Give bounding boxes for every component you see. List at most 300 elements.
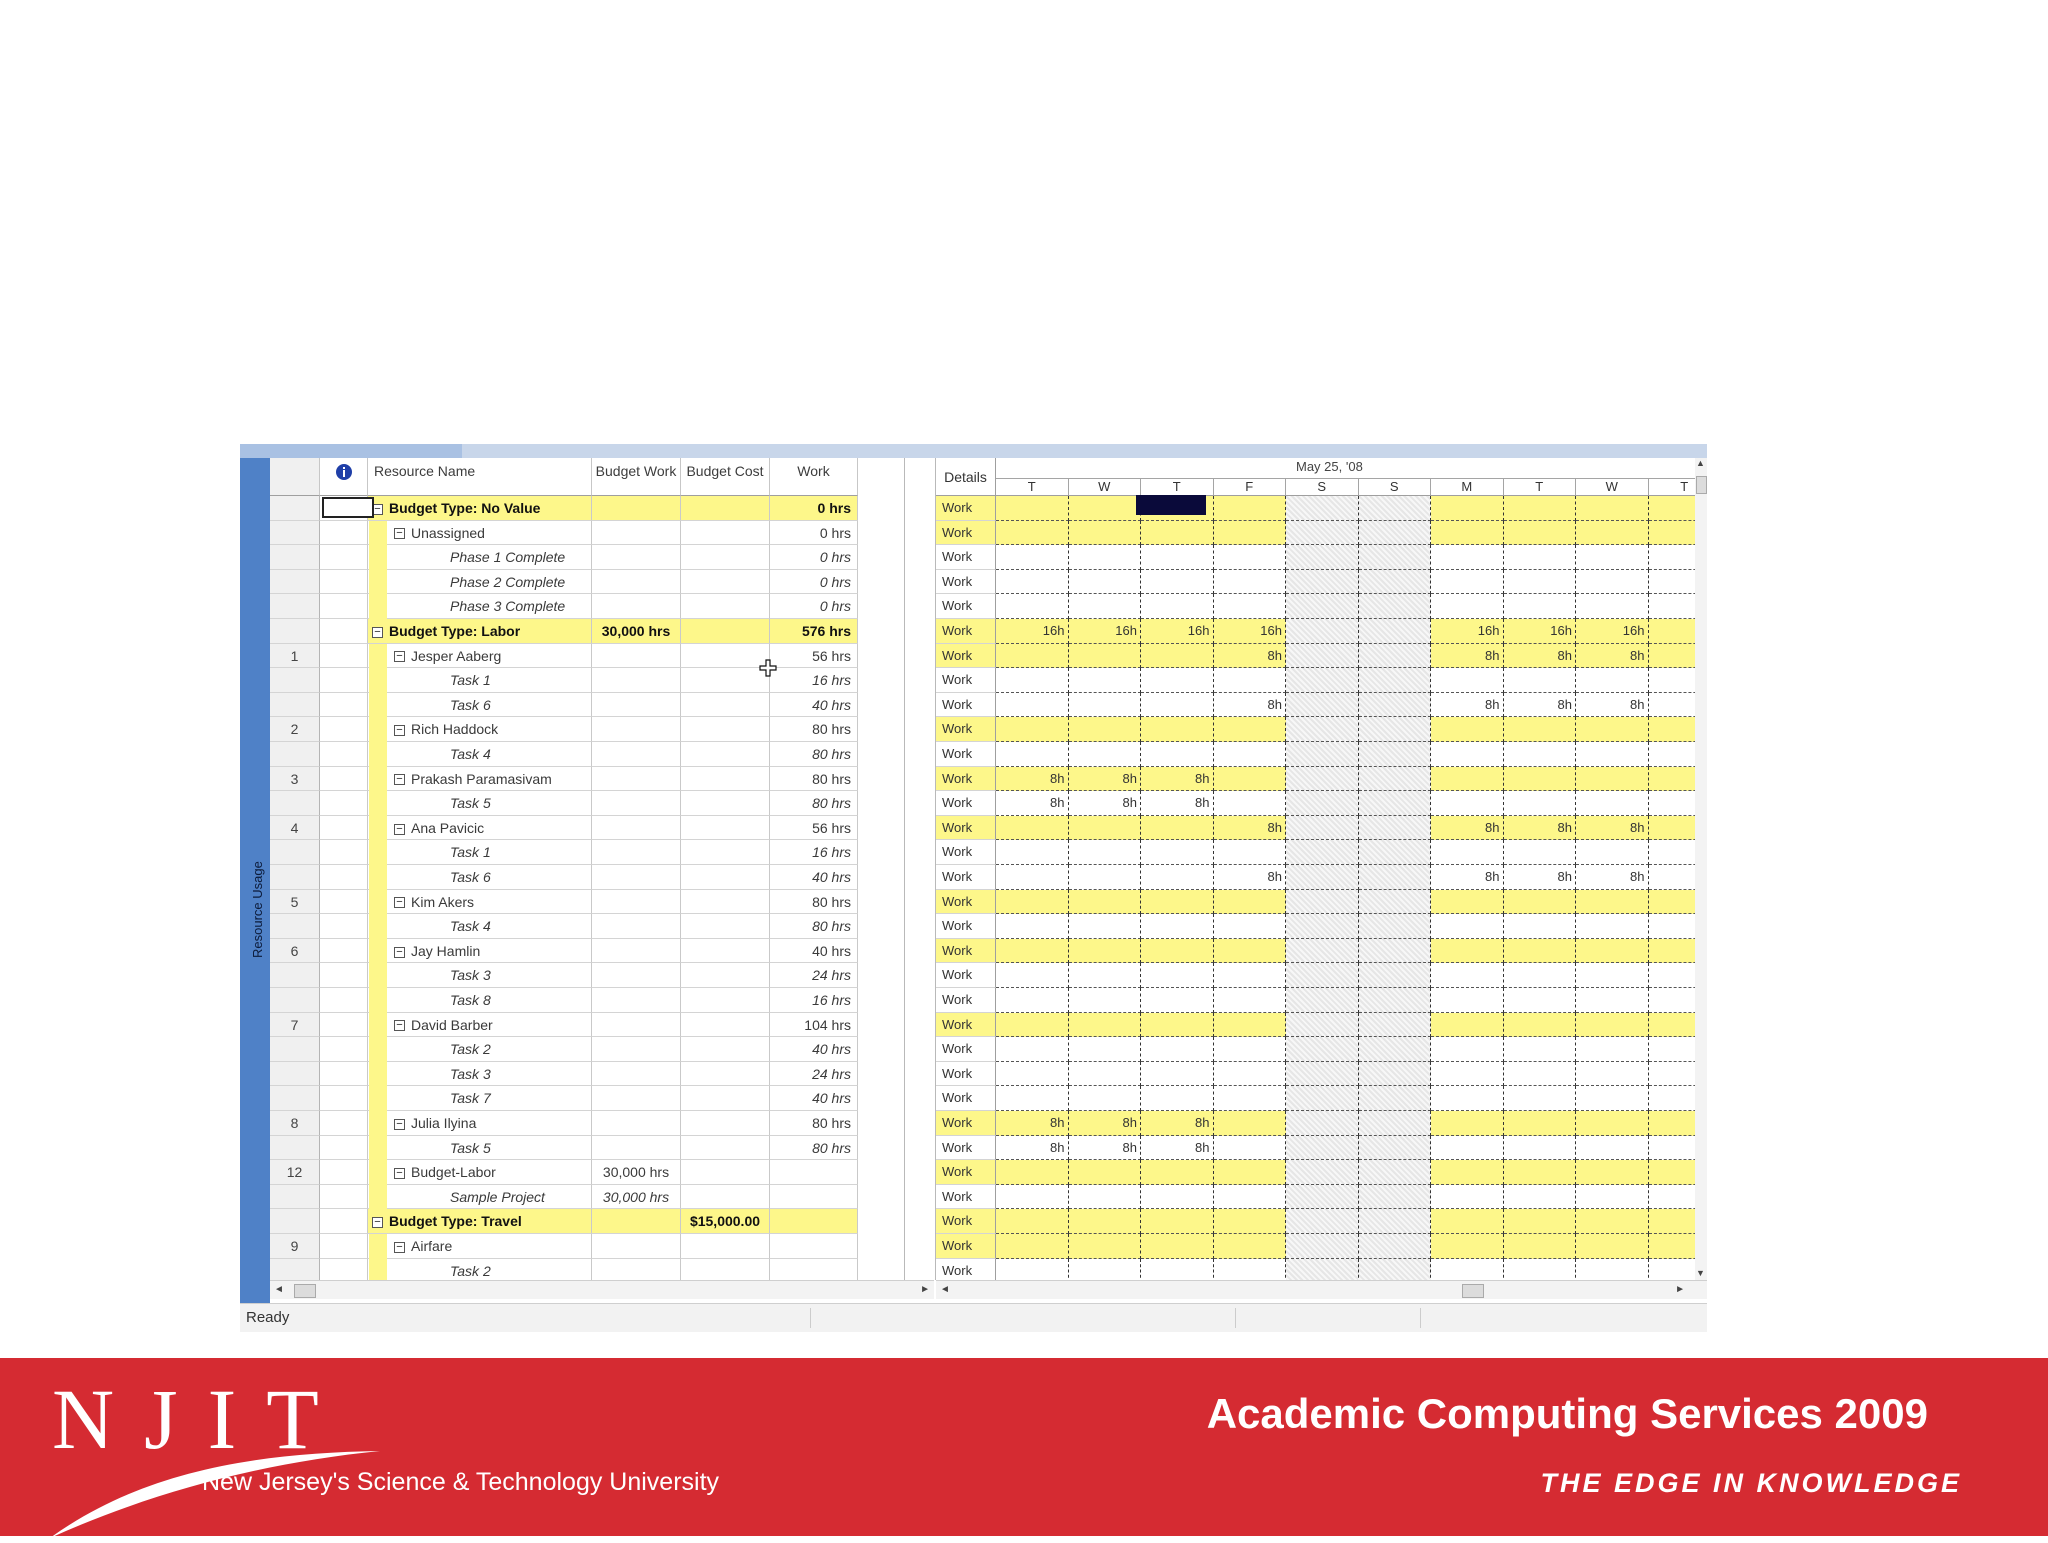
indicator-cell[interactable] xyxy=(320,1013,368,1038)
work-value-cell[interactable] xyxy=(1431,791,1504,816)
resource-name-cell[interactable] xyxy=(368,988,592,1013)
budget-work-cell[interactable]: 30,000 hrs xyxy=(592,1160,681,1185)
work-value-cell[interactable] xyxy=(1359,1136,1432,1161)
work-value-cell[interactable] xyxy=(1576,791,1649,816)
row-id-cell[interactable] xyxy=(270,594,320,619)
work-cell[interactable]: 0 hrs xyxy=(770,521,858,546)
work-cell[interactable]: 24 hrs xyxy=(770,963,858,988)
indicator-cell[interactable] xyxy=(320,791,368,816)
work-value-cell[interactable] xyxy=(1359,521,1432,546)
row-id-cell[interactable]: 3 xyxy=(270,767,320,792)
resource-name-cell[interactable] xyxy=(368,865,592,890)
work-value-cell[interactable]: 8h xyxy=(1431,644,1504,669)
indicator-cell[interactable] xyxy=(320,619,368,644)
resource-name-cell[interactable] xyxy=(368,742,592,767)
work-value-cell[interactable] xyxy=(1504,767,1577,792)
work-value-cell[interactable] xyxy=(1141,890,1214,915)
indicator-cell[interactable] xyxy=(320,1234,368,1259)
work-value-cell[interactable] xyxy=(1576,1013,1649,1038)
work-value-cell[interactable] xyxy=(1286,1086,1359,1111)
work-value-cell[interactable] xyxy=(1649,1234,1697,1259)
work-value-cell[interactable] xyxy=(1214,742,1287,767)
work-cell[interactable]: 80 hrs xyxy=(770,890,858,915)
details-header[interactable]: Details xyxy=(936,458,996,496)
resource-name-cell[interactable] xyxy=(368,496,592,521)
work-value-cell[interactable] xyxy=(1069,1234,1142,1259)
work-value-cell[interactable]: 16h xyxy=(1214,619,1287,644)
timescale-horizontal-scrollbar[interactable] xyxy=(936,1280,1707,1299)
day-header[interactable]: T xyxy=(1141,478,1214,496)
work-value-cell[interactable] xyxy=(1214,988,1287,1013)
assignment-row[interactable] xyxy=(270,545,904,570)
budget-work-cell[interactable] xyxy=(592,865,681,890)
work-value-cell[interactable] xyxy=(996,1037,1069,1062)
budget-cost-cell[interactable] xyxy=(681,1185,770,1210)
work-value-cell[interactable] xyxy=(1576,1086,1649,1111)
work-value-cell[interactable] xyxy=(1286,644,1359,669)
work-value-cell[interactable] xyxy=(1504,1160,1577,1185)
work-value-cell[interactable] xyxy=(1141,865,1214,890)
resource-name-cell[interactable] xyxy=(368,1111,592,1136)
row-id-cell[interactable] xyxy=(270,545,320,570)
assignment-row[interactable] xyxy=(270,1185,904,1210)
budget-work-cell[interactable] xyxy=(592,717,681,742)
work-value-cell[interactable] xyxy=(1359,693,1432,718)
resource-name-cell[interactable] xyxy=(368,570,592,595)
resource-name-cell[interactable] xyxy=(368,1086,592,1111)
row-id-cell[interactable] xyxy=(270,1259,320,1280)
work-value-cell[interactable] xyxy=(1431,570,1504,595)
work-cell[interactable]: 56 hrs xyxy=(770,816,858,841)
resource-name-cell[interactable] xyxy=(368,693,592,718)
row-id-cell[interactable]: 8 xyxy=(270,1111,320,1136)
work-value-cell[interactable] xyxy=(1069,1037,1142,1062)
work-value-cell[interactable] xyxy=(1141,545,1214,570)
work-value-cell[interactable] xyxy=(996,1062,1069,1087)
work-value-cell[interactable] xyxy=(1504,717,1577,742)
work-value-cell[interactable]: 8h xyxy=(1214,865,1287,890)
work-value-cell[interactable] xyxy=(1359,668,1432,693)
work-value-cell[interactable]: 16h xyxy=(1431,619,1504,644)
work-value-cell[interactable] xyxy=(1504,594,1577,619)
work-value-cell[interactable] xyxy=(1214,1013,1287,1038)
work-value-cell[interactable] xyxy=(1504,1234,1577,1259)
work-value-cell[interactable] xyxy=(1141,693,1214,718)
budget-work-cell[interactable] xyxy=(592,1136,681,1161)
budget-work-cell[interactable]: 30,000 hrs xyxy=(592,619,681,644)
view-bar[interactable] xyxy=(240,458,270,1303)
work-value-cell[interactable] xyxy=(1504,988,1577,1013)
resource-name-cell[interactable] xyxy=(368,816,592,841)
work-value-cell[interactable] xyxy=(1214,570,1287,595)
work-value-cell[interactable] xyxy=(1286,693,1359,718)
budget-work-cell[interactable] xyxy=(592,1259,681,1280)
assignment-row[interactable] xyxy=(270,963,904,988)
work-value-cell[interactable] xyxy=(1359,1086,1432,1111)
work-value-cell[interactable] xyxy=(1649,1136,1697,1161)
work-value-cell[interactable] xyxy=(1649,570,1697,595)
budget-work-cell[interactable] xyxy=(592,496,681,521)
work-value-cell[interactable] xyxy=(1069,594,1142,619)
work-value-cell[interactable] xyxy=(1576,840,1649,865)
assignment-row[interactable] xyxy=(270,668,904,693)
work-value-cell[interactable] xyxy=(1431,1086,1504,1111)
work-value-cell[interactable] xyxy=(1069,496,1142,521)
work-value-cell[interactable] xyxy=(1069,717,1142,742)
work-value-cell[interactable] xyxy=(1649,988,1697,1013)
collapse-toggle-icon[interactable]: − xyxy=(394,651,405,662)
work-cell[interactable]: 40 hrs xyxy=(770,1037,858,1062)
row-id-cell[interactable] xyxy=(270,496,320,521)
work-cell[interactable]: 16 hrs xyxy=(770,668,858,693)
work-value-cell[interactable] xyxy=(1576,545,1649,570)
work-value-cell[interactable] xyxy=(1069,1013,1142,1038)
resource-name-cell[interactable] xyxy=(368,1062,592,1087)
work-value-cell[interactable] xyxy=(1504,1136,1577,1161)
work-value-cell[interactable] xyxy=(1359,570,1432,595)
work-value-cell[interactable]: 8h xyxy=(1431,816,1504,841)
work-value-cell[interactable] xyxy=(1141,742,1214,767)
row-id-cell[interactable] xyxy=(270,840,320,865)
assignment-row[interactable] xyxy=(270,570,904,595)
work-value-cell[interactable] xyxy=(1141,963,1214,988)
budget-work-cell[interactable] xyxy=(592,1234,681,1259)
work-value-cell[interactable] xyxy=(1649,1062,1697,1087)
work-cell[interactable]: 16 hrs xyxy=(770,840,858,865)
work-value-cell[interactable] xyxy=(1141,644,1214,669)
work-value-cell[interactable] xyxy=(1359,496,1432,521)
budget-cost-cell[interactable] xyxy=(681,1160,770,1185)
resource-row[interactable] xyxy=(270,1160,904,1185)
work-value-cell[interactable] xyxy=(1431,963,1504,988)
indicator-cell[interactable] xyxy=(320,644,368,669)
budget-cost-cell[interactable] xyxy=(681,1013,770,1038)
work-value-cell[interactable]: 8h xyxy=(1141,1111,1214,1136)
budget-work-cell[interactable] xyxy=(592,939,681,964)
work-value-cell[interactable] xyxy=(1649,1037,1697,1062)
assignment-row[interactable] xyxy=(270,914,904,939)
indicator-cell[interactable] xyxy=(320,1037,368,1062)
scroll-left-icon[interactable]: ◄ xyxy=(274,1284,284,1295)
work-value-cell[interactable] xyxy=(1504,570,1577,595)
group-row[interactable] xyxy=(270,1209,904,1234)
budget-cost-cell[interactable] xyxy=(681,939,770,964)
work-value-cell[interactable] xyxy=(1359,1259,1432,1280)
work-cell[interactable]: 40 hrs xyxy=(770,693,858,718)
row-id-cell[interactable] xyxy=(270,1086,320,1111)
assignment-row[interactable] xyxy=(270,988,904,1013)
work-value-cell[interactable] xyxy=(1504,1185,1577,1210)
work-value-cell[interactable] xyxy=(1141,1259,1214,1280)
work-value-cell[interactable]: 8h xyxy=(1504,816,1577,841)
row-id-cell[interactable] xyxy=(270,693,320,718)
indicator-cell[interactable] xyxy=(320,840,368,865)
day-header[interactable]: W xyxy=(1069,478,1142,496)
work-value-cell[interactable] xyxy=(1141,1209,1214,1234)
row-id-cell[interactable] xyxy=(270,1209,320,1234)
work-value-cell[interactable] xyxy=(996,890,1069,915)
row-id-cell[interactable] xyxy=(270,963,320,988)
row-id-cell[interactable]: 9 xyxy=(270,1234,320,1259)
work-value-cell[interactable] xyxy=(1431,914,1504,939)
work-value-cell[interactable] xyxy=(1141,816,1214,841)
work-value-cell[interactable] xyxy=(1649,1185,1697,1210)
work-value-cell[interactable] xyxy=(1069,570,1142,595)
work-value-cell[interactable]: 8h xyxy=(1214,644,1287,669)
work-value-cell[interactable] xyxy=(1141,1185,1214,1210)
work-value-cell[interactable]: 16h xyxy=(1141,619,1214,644)
work-value-cell[interactable] xyxy=(1431,521,1504,546)
work-value-cell[interactable] xyxy=(1431,742,1504,767)
work-value-cell[interactable] xyxy=(1286,570,1359,595)
work-value-cell[interactable]: 8h xyxy=(1214,693,1287,718)
budget-work-cell[interactable] xyxy=(592,1013,681,1038)
budget-cost-cell[interactable] xyxy=(681,570,770,595)
work-value-cell[interactable] xyxy=(1576,939,1649,964)
work-value-cell[interactable] xyxy=(1359,840,1432,865)
work-value-cell[interactable] xyxy=(996,1185,1069,1210)
budget-work-cell[interactable] xyxy=(592,914,681,939)
work-cell[interactable] xyxy=(770,1234,858,1259)
work-value-cell[interactable] xyxy=(1359,1013,1432,1038)
budget-work-cell[interactable]: 30,000 hrs xyxy=(592,1185,681,1210)
work-value-cell[interactable] xyxy=(1214,668,1287,693)
budget-work-cell[interactable] xyxy=(592,668,681,693)
work-value-cell[interactable] xyxy=(1359,939,1432,964)
budget-work-cell[interactable] xyxy=(592,570,681,595)
resource-name-cell[interactable] xyxy=(368,1160,592,1185)
indicator-cell[interactable] xyxy=(320,767,368,792)
work-value-cell[interactable] xyxy=(1576,1111,1649,1136)
indicator-cell[interactable] xyxy=(320,521,368,546)
work-value-cell[interactable] xyxy=(1214,791,1287,816)
budget-cost-cell[interactable] xyxy=(681,1086,770,1111)
work-value-cell[interactable] xyxy=(1576,914,1649,939)
work-value-cell[interactable] xyxy=(1214,521,1287,546)
work-value-cell[interactable] xyxy=(996,644,1069,669)
work-value-cell[interactable] xyxy=(1214,939,1287,964)
budget-work-cell[interactable] xyxy=(592,1037,681,1062)
work-value-cell[interactable] xyxy=(1649,865,1697,890)
budget-work-cell[interactable] xyxy=(592,963,681,988)
work-value-cell[interactable] xyxy=(1286,1160,1359,1185)
group-row[interactable] xyxy=(270,619,904,644)
work-value-cell[interactable] xyxy=(1576,1136,1649,1161)
work-value-cell[interactable] xyxy=(1286,521,1359,546)
work-value-cell[interactable] xyxy=(1069,693,1142,718)
work-value-cell[interactable] xyxy=(1359,545,1432,570)
resource-name-cell[interactable] xyxy=(368,767,592,792)
resource-name-cell[interactable] xyxy=(368,939,592,964)
work-value-cell[interactable] xyxy=(1214,1062,1287,1087)
work-value-cell[interactable] xyxy=(1359,1111,1432,1136)
budget-work-cell[interactable] xyxy=(592,890,681,915)
work-value-cell[interactable] xyxy=(996,865,1069,890)
work-value-cell[interactable] xyxy=(1069,545,1142,570)
work-value-cell[interactable] xyxy=(1069,644,1142,669)
work-value-cell[interactable] xyxy=(1286,717,1359,742)
budget-cost-cell[interactable]: $15,000.00 xyxy=(681,1209,770,1234)
indicator-cell[interactable] xyxy=(320,1136,368,1161)
indicator-cell[interactable] xyxy=(320,963,368,988)
resource-name-cell[interactable] xyxy=(368,619,592,644)
work-value-cell[interactable] xyxy=(1069,865,1142,890)
resource-row[interactable] xyxy=(270,1013,904,1038)
row-id-cell[interactable]: 2 xyxy=(270,717,320,742)
work-cell[interactable]: 80 hrs xyxy=(770,1111,858,1136)
day-header[interactable]: S xyxy=(1359,478,1432,496)
indicator-cell[interactable] xyxy=(320,1160,368,1185)
work-value-cell[interactable] xyxy=(1504,890,1577,915)
assignment-row[interactable] xyxy=(270,693,904,718)
collapse-toggle-icon[interactable]: − xyxy=(394,947,405,958)
resource-name-cell[interactable] xyxy=(368,1136,592,1161)
work-value-cell[interactable] xyxy=(1649,1111,1697,1136)
work-value-cell[interactable] xyxy=(1359,594,1432,619)
row-id-cell[interactable] xyxy=(270,742,320,767)
work-value-cell[interactable] xyxy=(1069,840,1142,865)
vertical-scroll-thumb[interactable] xyxy=(1696,476,1707,494)
work-value-cell[interactable] xyxy=(1431,717,1504,742)
work-value-cell[interactable] xyxy=(1359,619,1432,644)
indicator-cell[interactable] xyxy=(320,988,368,1013)
indicator-cell[interactable] xyxy=(320,594,368,619)
work-value-cell[interactable]: 8h xyxy=(996,1136,1069,1161)
work-value-cell[interactable] xyxy=(1141,594,1214,619)
budget-cost-cell[interactable] xyxy=(681,1062,770,1087)
work-value-cell[interactable] xyxy=(1286,914,1359,939)
work-value-cell[interactable] xyxy=(1359,816,1432,841)
work-value-cell[interactable] xyxy=(1286,865,1359,890)
work-value-cell[interactable] xyxy=(1431,545,1504,570)
resource-row[interactable] xyxy=(270,939,904,964)
work-value-cell[interactable] xyxy=(1069,939,1142,964)
work-value-cell[interactable] xyxy=(1286,939,1359,964)
work-value-cell[interactable] xyxy=(996,963,1069,988)
budget-cost-cell[interactable] xyxy=(681,693,770,718)
work-value-cell[interactable] xyxy=(1576,521,1649,546)
work-value-cell[interactable] xyxy=(1431,496,1504,521)
scroll-up-icon[interactable]: ▲ xyxy=(1696,458,1705,468)
work-value-cell[interactable]: 8h xyxy=(1431,865,1504,890)
work-value-cell[interactable] xyxy=(996,742,1069,767)
work-value-cell[interactable] xyxy=(1359,1062,1432,1087)
resource-name-cell[interactable] xyxy=(368,963,592,988)
budget-cost-cell[interactable] xyxy=(681,1234,770,1259)
work-cell[interactable] xyxy=(770,1209,858,1234)
indicator-cell[interactable] xyxy=(320,890,368,915)
table-horizontal-scrollbar[interactable] xyxy=(270,1280,934,1299)
work-cell[interactable]: 80 hrs xyxy=(770,914,858,939)
work-value-cell[interactable] xyxy=(1069,1209,1142,1234)
budget-cost-cell[interactable] xyxy=(681,816,770,841)
resource-row[interactable] xyxy=(270,890,904,915)
work-value-cell[interactable] xyxy=(1649,742,1697,767)
row-id-cell[interactable] xyxy=(270,865,320,890)
work-value-cell[interactable] xyxy=(1649,594,1697,619)
work-value-cell[interactable] xyxy=(996,545,1069,570)
work-cell[interactable]: 0 hrs xyxy=(770,545,858,570)
budget-cost-header[interactable]: Budget Cost xyxy=(681,458,770,496)
indicator-cell[interactable] xyxy=(320,865,368,890)
work-value-cell[interactable] xyxy=(1576,594,1649,619)
work-value-cell[interactable]: 8h xyxy=(1141,791,1214,816)
budget-work-cell[interactable] xyxy=(592,1209,681,1234)
work-value-cell[interactable] xyxy=(996,570,1069,595)
resource-name-cell[interactable] xyxy=(368,890,592,915)
work-value-cell[interactable] xyxy=(1649,767,1697,792)
work-value-cell[interactable] xyxy=(1214,1086,1287,1111)
work-value-cell[interactable] xyxy=(1576,1160,1649,1185)
resource-name-cell[interactable] xyxy=(368,791,592,816)
work-cell[interactable] xyxy=(770,1185,858,1210)
work-cell[interactable]: 0 hrs xyxy=(770,570,858,595)
work-value-cell[interactable] xyxy=(1286,742,1359,767)
resource-row[interactable] xyxy=(270,816,904,841)
budget-cost-cell[interactable] xyxy=(681,890,770,915)
indicator-cell[interactable] xyxy=(320,1185,368,1210)
work-cell[interactable]: 80 hrs xyxy=(770,717,858,742)
work-value-cell[interactable] xyxy=(996,914,1069,939)
row-id-cell[interactable]: 6 xyxy=(270,939,320,964)
work-value-cell[interactable] xyxy=(1069,914,1142,939)
indicator-cell[interactable] xyxy=(320,1062,368,1087)
indicator-cell[interactable] xyxy=(320,939,368,964)
work-value-cell[interactable]: 8h xyxy=(1069,1111,1142,1136)
budget-cost-cell[interactable] xyxy=(681,1111,770,1136)
resource-name-cell[interactable] xyxy=(368,668,592,693)
work-value-cell[interactable] xyxy=(1649,1086,1697,1111)
work-value-cell[interactable] xyxy=(1069,963,1142,988)
work-value-cell[interactable] xyxy=(1431,1136,1504,1161)
indicator-cell[interactable] xyxy=(320,668,368,693)
work-value-cell[interactable] xyxy=(1359,1160,1432,1185)
collapse-toggle-icon[interactable]: − xyxy=(394,1168,405,1179)
work-value-cell[interactable] xyxy=(1649,521,1697,546)
work-value-cell[interactable] xyxy=(1576,668,1649,693)
assignment-row[interactable] xyxy=(270,742,904,767)
work-value-cell[interactable] xyxy=(1069,668,1142,693)
work-value-cell[interactable] xyxy=(1576,1209,1649,1234)
work-value-cell[interactable] xyxy=(1431,939,1504,964)
work-value-cell[interactable] xyxy=(1214,767,1287,792)
indicators-column-header[interactable] xyxy=(320,458,368,496)
work-value-cell[interactable] xyxy=(1069,1086,1142,1111)
collapse-toggle-icon[interactable]: − xyxy=(372,504,383,515)
scroll-right-icon[interactable]: ► xyxy=(920,1284,930,1295)
assignment-row[interactable] xyxy=(270,865,904,890)
work-value-cell[interactable] xyxy=(1431,668,1504,693)
day-header[interactable]: S xyxy=(1286,478,1359,496)
work-value-cell[interactable] xyxy=(1576,717,1649,742)
work-value-cell[interactable] xyxy=(1141,1062,1214,1087)
day-header[interactable]: F xyxy=(1214,478,1287,496)
work-value-cell[interactable] xyxy=(1649,840,1697,865)
indicator-cell[interactable] xyxy=(320,1111,368,1136)
work-value-cell[interactable] xyxy=(1504,939,1577,964)
work-value-cell[interactable]: 16h xyxy=(1504,619,1577,644)
work-value-cell[interactable] xyxy=(1141,988,1214,1013)
row-id-cell[interactable] xyxy=(270,914,320,939)
resource-name-cell[interactable] xyxy=(368,545,592,570)
budget-work-header[interactable]: Budget Work xyxy=(592,458,681,496)
work-value-cell[interactable] xyxy=(1576,742,1649,767)
work-value-cell[interactable] xyxy=(1431,1160,1504,1185)
work-value-cell[interactable]: 8h xyxy=(1504,693,1577,718)
budget-cost-cell[interactable] xyxy=(681,496,770,521)
row-id-cell[interactable] xyxy=(270,791,320,816)
work-value-cell[interactable] xyxy=(996,594,1069,619)
